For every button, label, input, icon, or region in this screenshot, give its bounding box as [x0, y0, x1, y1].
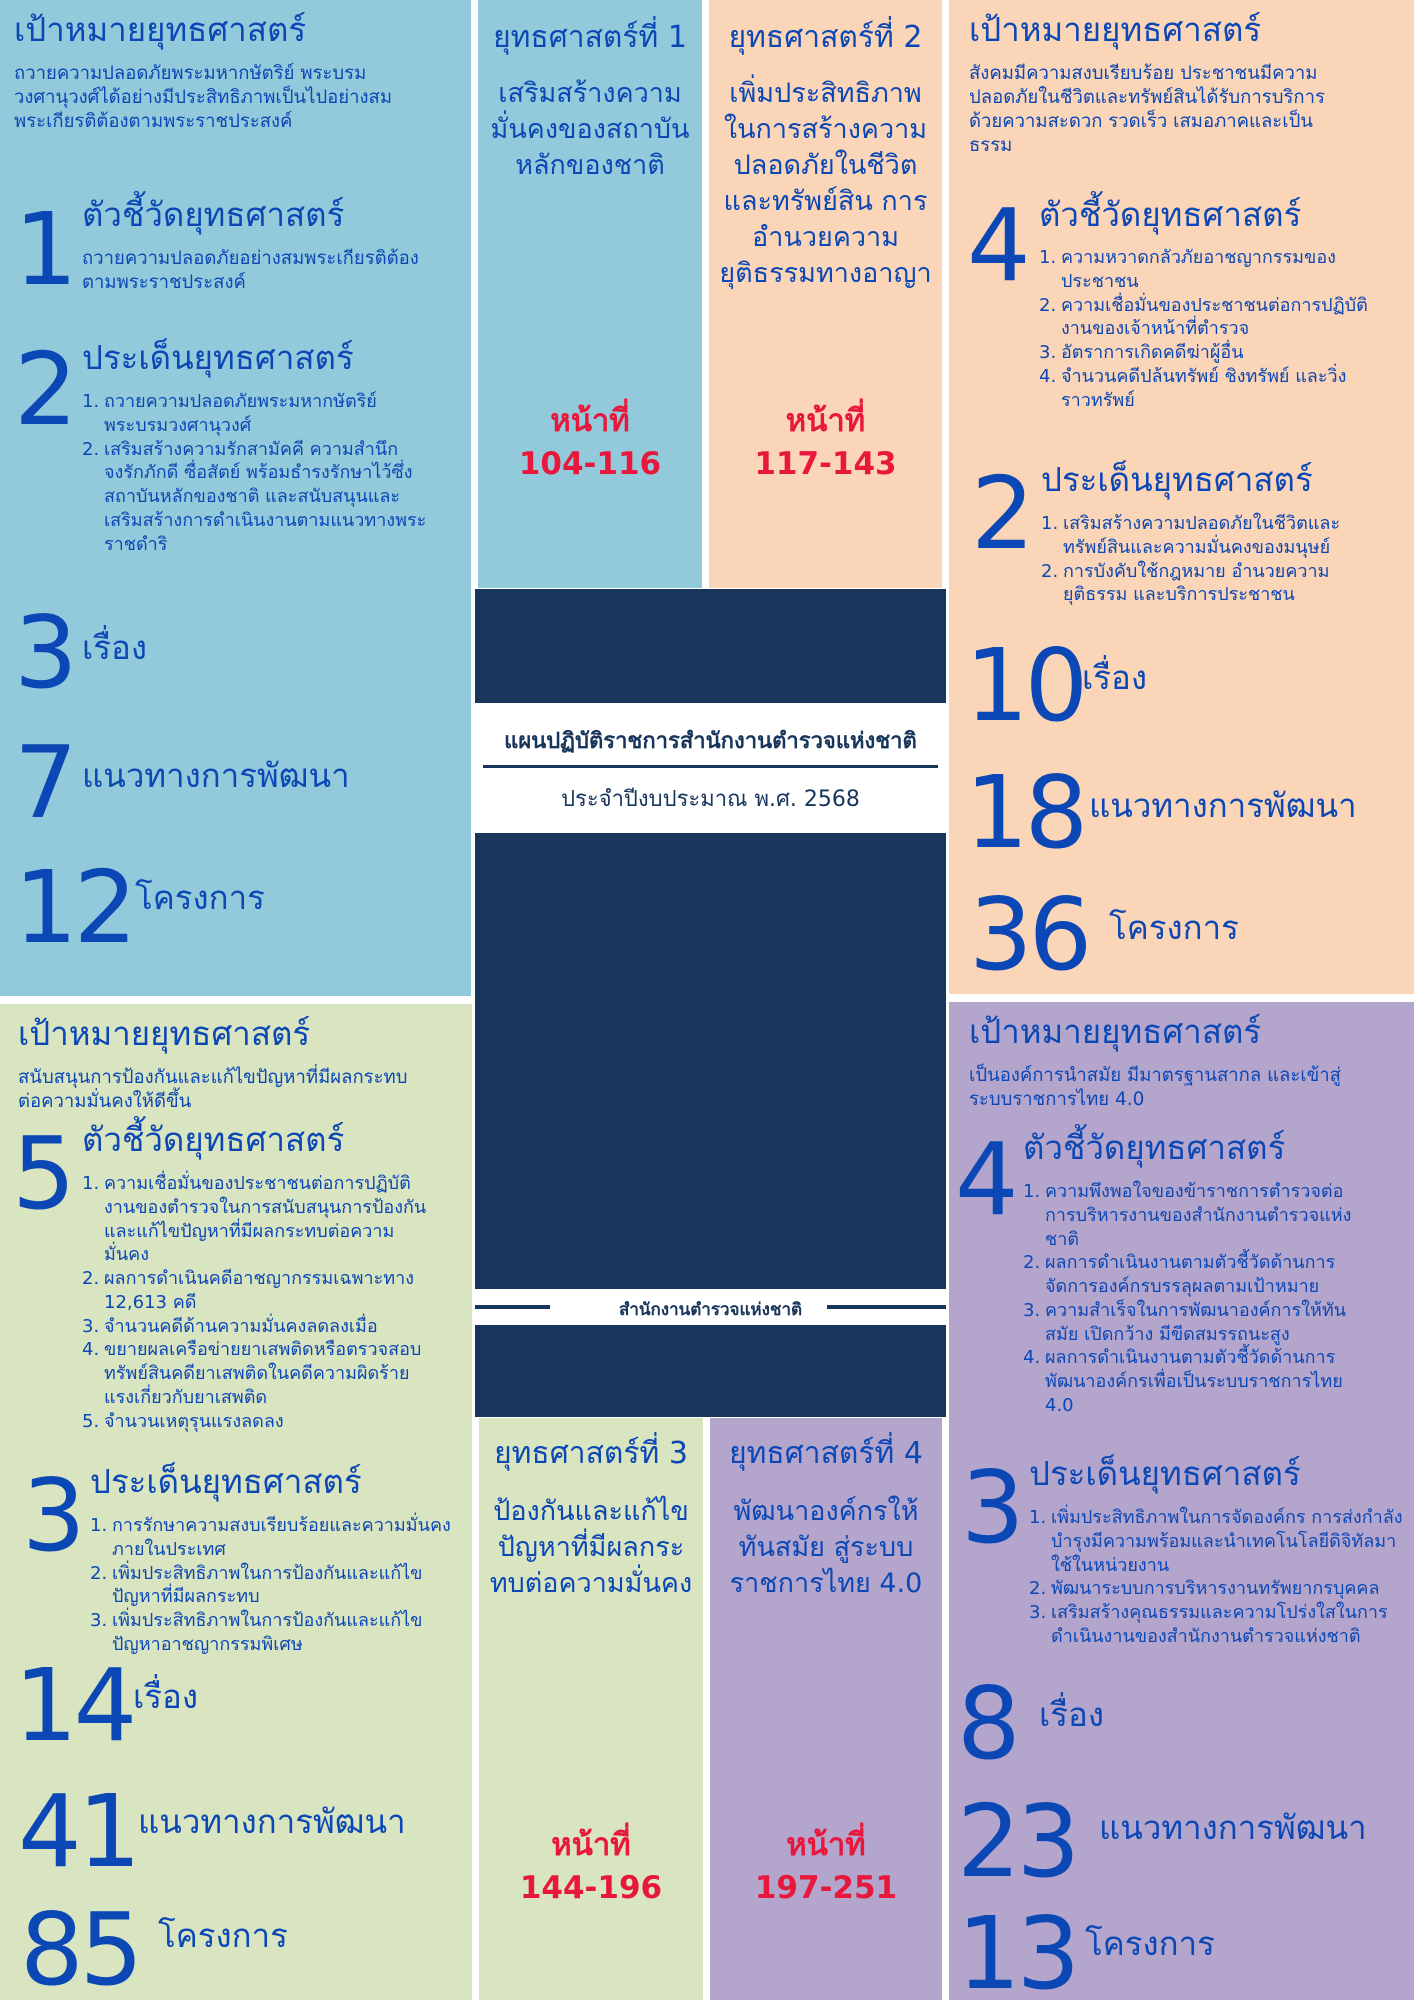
indicator-count: 4: [967, 187, 1027, 304]
guidelines-label: แนวทางการพัฒนา: [1089, 786, 1357, 825]
list-item: 3. จำนวนคดีด้านความมั่นคงลดลงเมื่อ: [82, 1315, 378, 1337]
list-item: 3. อัตราการเกิดคดีฆ่าผู้อื่น: [1039, 342, 1244, 363]
projects-count: 13: [957, 1895, 1077, 2000]
indicator-title: ตัวชี้วัดยุทธศาสตร์: [82, 1120, 345, 1159]
guidelines-count: 23: [957, 1783, 1077, 1900]
list-item: 1. ความหวาดกลัวภัยอาชญากรรมของประชาชน: [1039, 247, 1336, 292]
indicator-count: 5: [12, 1115, 72, 1232]
stories-count: 3: [14, 594, 74, 711]
page-reference: หน้าที่ 117-143: [754, 403, 897, 483]
guidelines-label: แนวทางการพัฒนา: [1099, 1808, 1367, 1847]
goal-text: เป็นองค์การนำสมัย มีมาตรฐานสากล และเข้าสู่ระบบราชการไทย 4.0: [969, 1065, 1341, 1111]
projects-label: โครงการ: [1109, 908, 1239, 947]
goal-text: สนับสนุนการป้องกันและแก้ไขปัญหาที่มีผลกระทบต่อความมั่นคงให้ดีขึ้น: [18, 1067, 408, 1113]
issue-count: 2: [14, 331, 74, 448]
list-item: 2. ความเชื่อมั่นของประชาชนต่อการปฏิบัติงานของเจ้าหน้าที่ตำรวจ: [1039, 294, 1368, 340]
plan-subtitle: ประจำปีงบประมาณ พ.ศ. 2568: [561, 787, 860, 812]
issue-title: ประเด็นยุทธศาสตร์: [1041, 460, 1313, 499]
strategy-heading: ยุทธศาสตร์ที่ 2: [728, 20, 923, 55]
indicator-list: [1039, 246, 1369, 412]
indicator-list: [82, 1172, 432, 1433]
list-item: 4. ผลการดำเนินงานตามตัวชี้วัดด้านการพัฒนาองค์กรเพื่อเป็นระบบราชการไทย 4.0: [1023, 1347, 1343, 1416]
list-item: 1. ความเชื่อมั่นของประชาชนต่อการปฏิบัติงานของตำรวจในการสนับสนุนการป้องกันและแก้ไขปัญหาที่มีผลกระทบต่อความมั่นคง: [82, 1173, 427, 1266]
issue-title: ประเด็นยุทธศาสตร์: [1029, 1454, 1301, 1493]
indicator-list: [1023, 1180, 1373, 1418]
list-item: 1. เพิ่มประสิทธิภาพในการจัดองค์กร การส่งกำลังบำรุงมีความพร้อมและนำเทคโนโลยีดิจิทัลมาใช้ในหน่วยงาน: [1029, 1507, 1403, 1576]
goal-title: เป้าหมายยุทธศาสตร์: [14, 10, 307, 49]
indicator-title: ตัวชี้วัดยุทธศาสตร์: [1039, 195, 1302, 234]
stories-label: เรื่อง: [1039, 1695, 1104, 1734]
projects-label: โครงการ: [1085, 1924, 1215, 1963]
stories-count: 14: [14, 1647, 134, 1764]
issue-count: 2: [971, 455, 1031, 572]
strategy-2-panel: [709, 0, 942, 588]
projects-count: 12: [14, 849, 134, 966]
guidelines-count: 18: [965, 754, 1085, 871]
indicator-count: 4: [955, 1121, 1015, 1238]
list-item: 2. ผลการดำเนินคดีอาชญากรรมเฉพาะทาง 12,613 คดี: [82, 1268, 415, 1313]
stories-count: 10: [965, 627, 1085, 744]
org-name: สำนักงานตำรวจแห่งชาติ: [618, 1300, 803, 1320]
projects-count: 36: [969, 876, 1089, 993]
list-item: 2. ผลการดำเนินงานตามตัวชี้วัดด้านการจัดการองค์กรบรรลุผลตามเป้าหมาย: [1023, 1252, 1336, 1297]
list-item: 4. ขยายผลเครือข่ายยาเสพติดหรือตรวจสอบทรัพย์สินคดียาเสพติดในคดีความผิดร้ายแรงเกี่ยวกับยาเสพติด: [82, 1339, 422, 1408]
indicator-text: ถวายความปลอดภัยอย่างสมพระเกียรติต้องตามพระราชประสงค์: [82, 248, 419, 294]
issue-list: [1029, 1506, 1409, 1649]
strategy-name: ป้องกันและแก้ไขปัญหาที่มีผลกระทบต่อความมั่นคง: [489, 1496, 693, 1599]
goal-text: สังคมมีความสงบเรียบร้อย ประชาชนมีความปลอดภัยในชีวิตและทรัพย์สินได้รับการบริการด้วยความสะดวก รวดเร็ว เสมอภาคและเป็นธรรม: [969, 63, 1325, 157]
guidelines-label: แนวทางการพัฒนา: [138, 1802, 406, 1841]
goal-text: ถวายความปลอดภัยพระมหากษัตริย์ พระบรมวงศานุวงศ์ได้อย่างมีประสิทธิภาพเป็นไปอย่างสมพระเกียรติต้องตามพระราชประสงค์: [14, 63, 393, 133]
projects-label: โครงการ: [158, 1916, 288, 1955]
goal-title: เป้าหมายยุทธศาสตร์: [969, 1012, 1262, 1051]
issue-list: [82, 390, 432, 556]
list-item: 1. ถวายความปลอดภัยพระมหากษัตริย์พระบรมวงศานุวงศ์: [82, 391, 377, 436]
goal-title: เป้าหมายยุทธศาสตร์: [18, 1014, 311, 1053]
list-item: 3. เสริมสร้างคุณธรรมและความโปร่งใสในการดำเนินงานของสำนักงานตำรวจแห่งชาติ: [1029, 1602, 1388, 1647]
issue-count: 3: [961, 1449, 1021, 1566]
list-item: 1. เสริมสร้างความปลอดภัยในชีวิตและทรัพย์สินและความมั่นคงของมนุษย์: [1041, 513, 1341, 558]
list-item: 2. เสริมสร้างความรักสามัคคี ความสำนึกจงรักภักดี ซื่อสัตย์ พร้อมธำรงรักษาไว้ซึ่งสถาบันหลักของชาติ และสนับสนุนและเสริมสร้างการดำเนินงานตามแนวทางพระราชดำริ: [82, 438, 427, 555]
bottom-left-panel: [0, 1004, 472, 2000]
title-band: [475, 703, 946, 833]
indicator-title: ตัวชี้วัดยุทธศาสตร์: [1023, 1128, 1286, 1167]
guidelines-count: 41: [18, 1773, 138, 1890]
page-reference: หน้าที่ 197-251: [754, 1827, 898, 1907]
list-item: 3. เพิ่มประสิทธิภาพในการป้องกันและแก้ไขปัญหาอาชญากรรมพิเศษ: [90, 1610, 423, 1655]
org-band: [475, 1289, 946, 1325]
stories-label: เรื่อง: [1082, 658, 1147, 697]
issue-title: ประเด็นยุทธศาสตร์: [90, 1462, 362, 1501]
list-item: 1. ความพึงพอใจของข้าราชการตำรวจต่อการบริหารงานของสำนักงานตำรวจแห่งชาติ: [1023, 1181, 1352, 1250]
page-reference: หน้าที่ 144-196: [519, 1827, 663, 1907]
strategy-name: เสริมสร้างความมั่นคงของสถาบันหลักของชาติ: [490, 78, 690, 181]
list-item: 3. ความสำเร็จในการพัฒนาองค์การให้ทันสมัย เปิดกว้าง มีขีดสมรรถนะสูง: [1023, 1299, 1347, 1345]
plan-title: แผนปฏิบัติราชการสำนักงานตำรวจแห่งชาติ: [504, 729, 917, 754]
guidelines-label: แนวทางการพัฒนา: [82, 756, 350, 795]
projects-count: 85: [20, 1891, 140, 2000]
list-item: 2. เพิ่มประสิทธิภาพในการป้องกันและแก้ไขปัญหาที่มีผลกระทบ: [90, 1562, 423, 1608]
list-item: 5. จำนวนเหตุรุนแรงลดลง: [82, 1410, 284, 1432]
list-item: 1. การรักษาความสงบเรียบร้อยและความมั่นคงภายในประเทศ: [90, 1515, 451, 1560]
strategy-4-panel: [710, 1418, 942, 2000]
cover-block: [475, 589, 946, 1417]
issue-title: ประเด็นยุทธศาสตร์: [82, 338, 354, 377]
page-reference: หน้าที่ 104-116: [518, 403, 662, 483]
stories-count: 8: [957, 1665, 1017, 1782]
indicator-count: 1: [14, 191, 74, 308]
org-rule-right: [827, 1305, 946, 1309]
title-divider: [483, 765, 938, 768]
strategy-heading: ยุทธศาสตร์ที่ 3: [494, 1436, 688, 1471]
stories-label: เรื่อง: [82, 628, 147, 667]
strategy-name: พัฒนาองค์กรให้ทันสมัย สู่ระบบราชการไทย 4.0: [729, 1496, 923, 1599]
list-item: 2. การบังคับใช้กฎหมาย อำนวยความยุติธรรม และบริการประชาชน: [1041, 560, 1330, 606]
top-right-panel: [949, 0, 1414, 994]
goal-title: เป้าหมายยุทธศาสตร์: [969, 10, 1262, 49]
bottom-right-panel: [949, 1002, 1414, 2000]
strategy-name: เพิ่มประสิทธิภาพในการสร้างความปลอดภัยในชีวิตและทรัพย์สิน การอำนวยความยุติธรรมทางอาญา: [719, 78, 932, 289]
list-item: 2. พัฒนาระบบการบริหารงานทรัพยากรบุคคล: [1029, 1578, 1380, 1600]
indicator-title: ตัวชี้วัดยุทธศาสตร์: [82, 195, 345, 234]
strategy-heading: ยุทธศาสตร์ที่ 1: [493, 20, 687, 55]
strategy-1-panel: [478, 0, 702, 588]
stories-label: เรื่อง: [133, 1677, 198, 1716]
strategy-3-panel: [479, 1418, 703, 2000]
issue-list: [90, 1514, 470, 1657]
issue-count: 3: [22, 1457, 82, 1574]
guidelines-count: 7: [14, 724, 74, 841]
projects-label: โครงการ: [135, 878, 265, 917]
issue-list: [1041, 512, 1381, 607]
list-item: 4. จำนวนคดีปล้นทรัพย์ ชิงทรัพย์ และวิ่งราวทรัพย์: [1039, 365, 1347, 411]
top-left-panel: [0, 0, 471, 996]
strategy-heading: ยุทธศาสตร์ที่ 4: [729, 1436, 923, 1471]
